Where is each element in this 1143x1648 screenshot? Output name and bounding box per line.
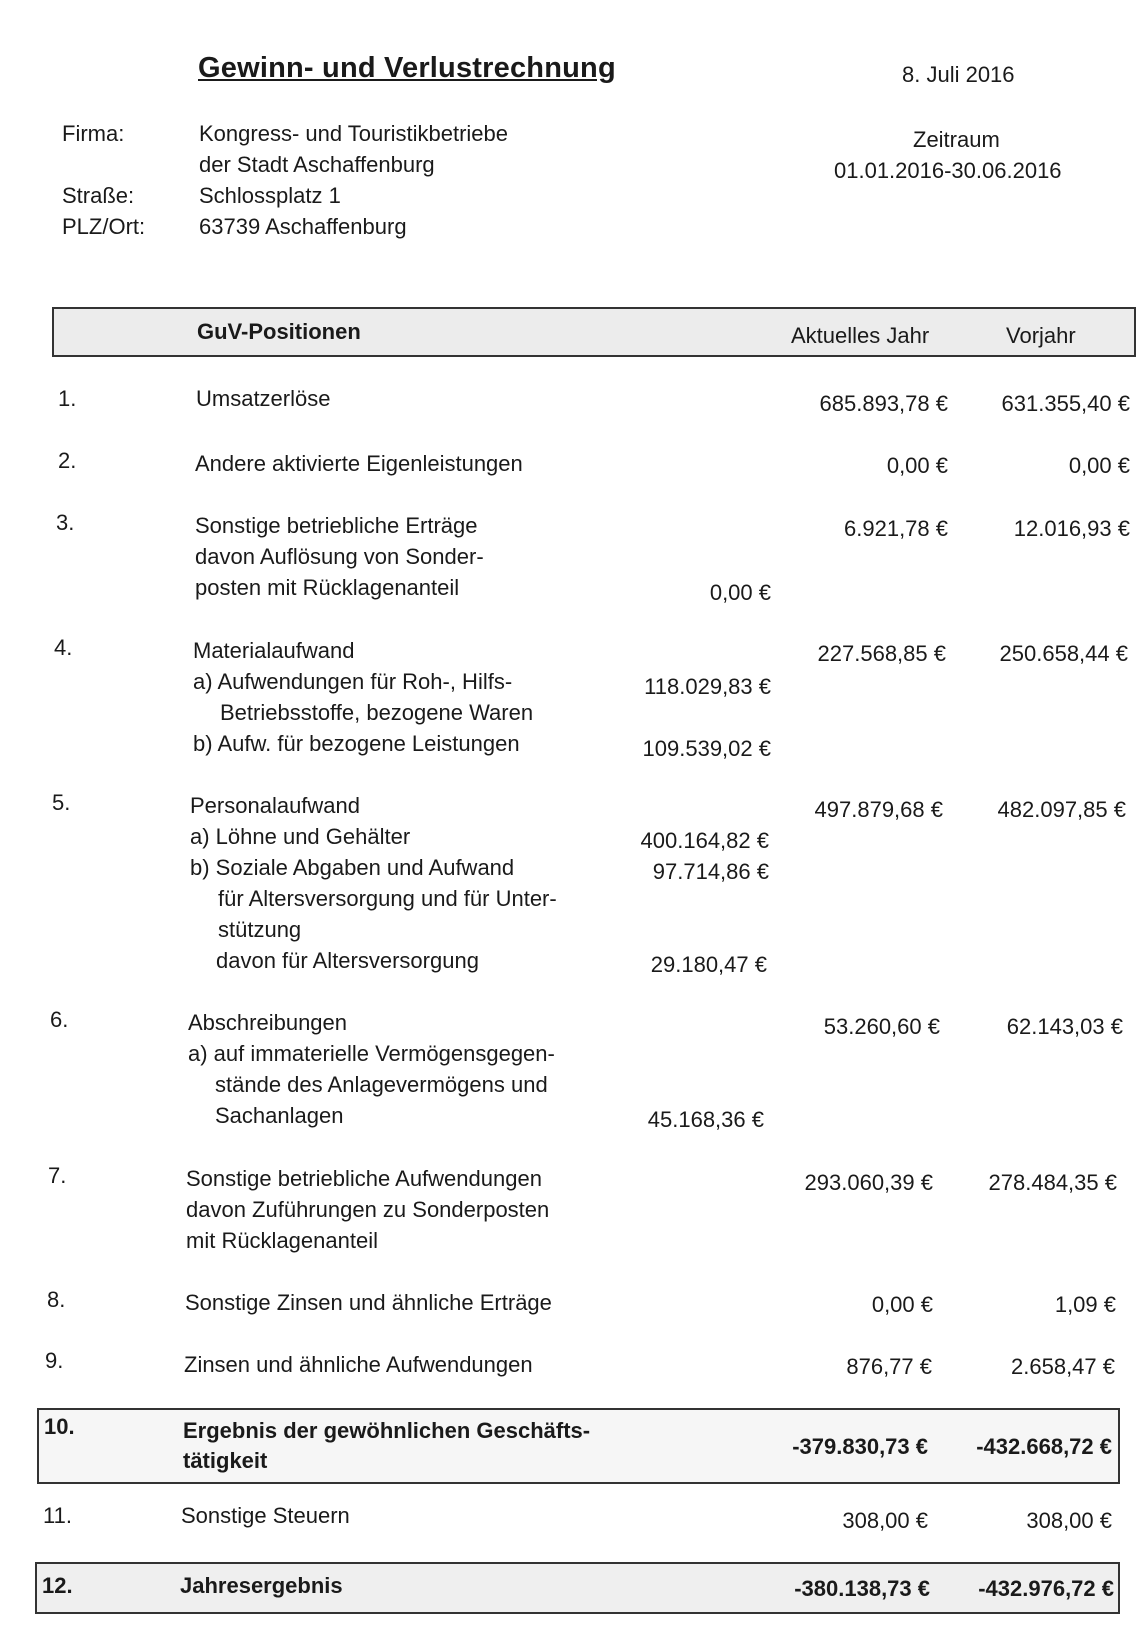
row-number: 3.	[56, 510, 75, 535]
previous-year-value: 1,09 €	[1054, 1292, 1116, 1317]
previous-year-value: -432.976,72 €	[978, 1576, 1114, 1601]
row-label: Abschreibungen	[188, 1010, 348, 1035]
header-current-year: Aktuelles Jahr	[791, 323, 930, 348]
row-number: 6.	[50, 1007, 69, 1032]
previous-year-value: 12.016,93 €	[1013, 516, 1130, 541]
previous-year-value: 2.658,47 €	[1011, 1354, 1115, 1379]
row-label: Sonstige betriebliche Erträge	[195, 513, 478, 538]
previous-year-value: 308,00 €	[1026, 1508, 1112, 1533]
sub-value-a: 118.029,83 €	[644, 674, 771, 699]
street: Schlossplatz 1	[199, 183, 341, 208]
row-label-sub: für Altersversorgung und für Unter-	[218, 886, 557, 911]
previous-year-value: 278.484,35 €	[988, 1170, 1117, 1195]
row-label: Personalaufwand	[190, 793, 361, 818]
sub-value: 0,00 €	[709, 580, 771, 605]
row-label: Sonstige Steuern	[181, 1503, 350, 1528]
sub-value-b: 97.714,86 €	[652, 859, 769, 884]
row-label-sub: davon Auflösung von Sonder-	[195, 544, 484, 569]
row-label-sub: a) Löhne und Gehälter	[190, 824, 411, 849]
row-label-sub: tätigkeit	[183, 1448, 268, 1473]
header-positions: GuV-Positionen	[197, 319, 361, 344]
row-number: 9.	[45, 1348, 64, 1373]
current-year-value: 53.260,60 €	[823, 1014, 940, 1039]
current-year-value: 0,00 €	[871, 1292, 933, 1317]
row-number: 8.	[47, 1287, 66, 1312]
row-label: Umsatzerlöse	[196, 386, 331, 411]
current-year-value: -379.830,73 €	[792, 1434, 928, 1459]
row-number: 2.	[58, 448, 77, 473]
row-label-sub: posten mit Rücklagenanteil	[195, 575, 460, 600]
row-label-sub: a) auf immaterielle Vermögensgegen-	[188, 1041, 555, 1066]
company-name-line2: der Stadt Aschaffenburg	[199, 152, 435, 177]
previous-year-value: 482.097,85 €	[997, 797, 1126, 822]
row-number: 12.	[42, 1573, 73, 1598]
city: 63739 Aschaffenburg	[199, 214, 407, 239]
page-title: Gewinn- und Verlustrechnung	[198, 52, 616, 84]
row-label-sub: b) Aufw. für bezogene Leistungen	[193, 731, 520, 756]
period-value: 01.01.2016-30.06.2016	[834, 158, 1062, 183]
label-strasse: Straße:	[62, 183, 135, 208]
current-year-value: 685.893,78 €	[819, 391, 948, 416]
header-previous-year: Vorjahr	[1006, 323, 1076, 348]
previous-year-value: 631.355,40 €	[1001, 391, 1130, 416]
sub-value: 45.168,36 €	[647, 1107, 764, 1132]
row-label-sub: Betriebsstoffe, bezogene Waren	[220, 700, 534, 725]
row-label-sub: b) Soziale Abgaben und Aufwand	[190, 855, 515, 880]
previous-year-value: -432.668,72 €	[976, 1434, 1112, 1459]
previous-year-value: 62.143,03 €	[1006, 1014, 1123, 1039]
row-number: 1.	[58, 386, 77, 411]
row-label-sub: stützung	[218, 917, 302, 942]
row-number: 5.	[52, 790, 71, 815]
row-number: 7.	[48, 1163, 67, 1188]
current-year-value: 0,00 €	[886, 453, 948, 478]
company-name-line1: Kongress- und Touristikbetriebe	[199, 121, 508, 146]
row-label: Sonstige Zinsen und ähnliche Erträge	[185, 1290, 552, 1315]
current-year-value: 227.568,85 €	[817, 641, 946, 666]
label-firma: Firma:	[62, 121, 125, 146]
row-label: Andere aktivierte Eigenleistungen	[195, 451, 523, 476]
sub-value-b: 109.539,02 €	[642, 736, 771, 761]
row-label-sub: davon Zuführungen zu Sonderposten	[186, 1197, 550, 1222]
current-year-value: 876,77 €	[846, 1354, 932, 1379]
row-label-sub: mit Rücklagenanteil	[186, 1228, 378, 1253]
period-label: Zeitraum	[913, 127, 1000, 152]
row-number: 10.	[44, 1414, 75, 1439]
current-year-value: 6.921,78 €	[844, 516, 948, 541]
current-year-value: 293.060,39 €	[804, 1170, 933, 1195]
current-year-value: -380.138,73 €	[794, 1576, 930, 1601]
row-label: Materialaufwand	[193, 638, 355, 663]
document-date: 8. Juli 2016	[902, 62, 1015, 87]
row-label: Ergebnis der gewöhnlichen Geschäfts-	[183, 1418, 591, 1443]
row-number: 11.	[43, 1503, 72, 1528]
row-number: 4.	[54, 635, 73, 660]
current-year-value: 497.879,68 €	[814, 797, 943, 822]
row-label-sub: Sachanlagen	[215, 1103, 344, 1128]
current-year-value: 308,00 €	[842, 1508, 928, 1533]
sub-value-c: 29.180,47 €	[650, 952, 767, 977]
previous-year-value: 250.658,44 €	[999, 641, 1128, 666]
previous-year-value: 0,00 €	[1068, 453, 1130, 478]
sub-value-a: 400.164,82 €	[640, 828, 769, 853]
row-label-sub: a) Aufwendungen für Roh-, Hilfs-	[193, 669, 513, 694]
row-label: Zinsen und ähnliche Aufwendungen	[184, 1352, 533, 1377]
row-label: Sonstige betriebliche Aufwendungen	[186, 1166, 542, 1191]
row-label-sub: stände des Anlagevermögens und	[215, 1072, 548, 1097]
row-label-sub: davon für Altersversorgung	[216, 948, 479, 973]
row-label: Jahresergebnis	[180, 1573, 343, 1598]
label-plz-ort: PLZ/Ort:	[62, 214, 146, 239]
